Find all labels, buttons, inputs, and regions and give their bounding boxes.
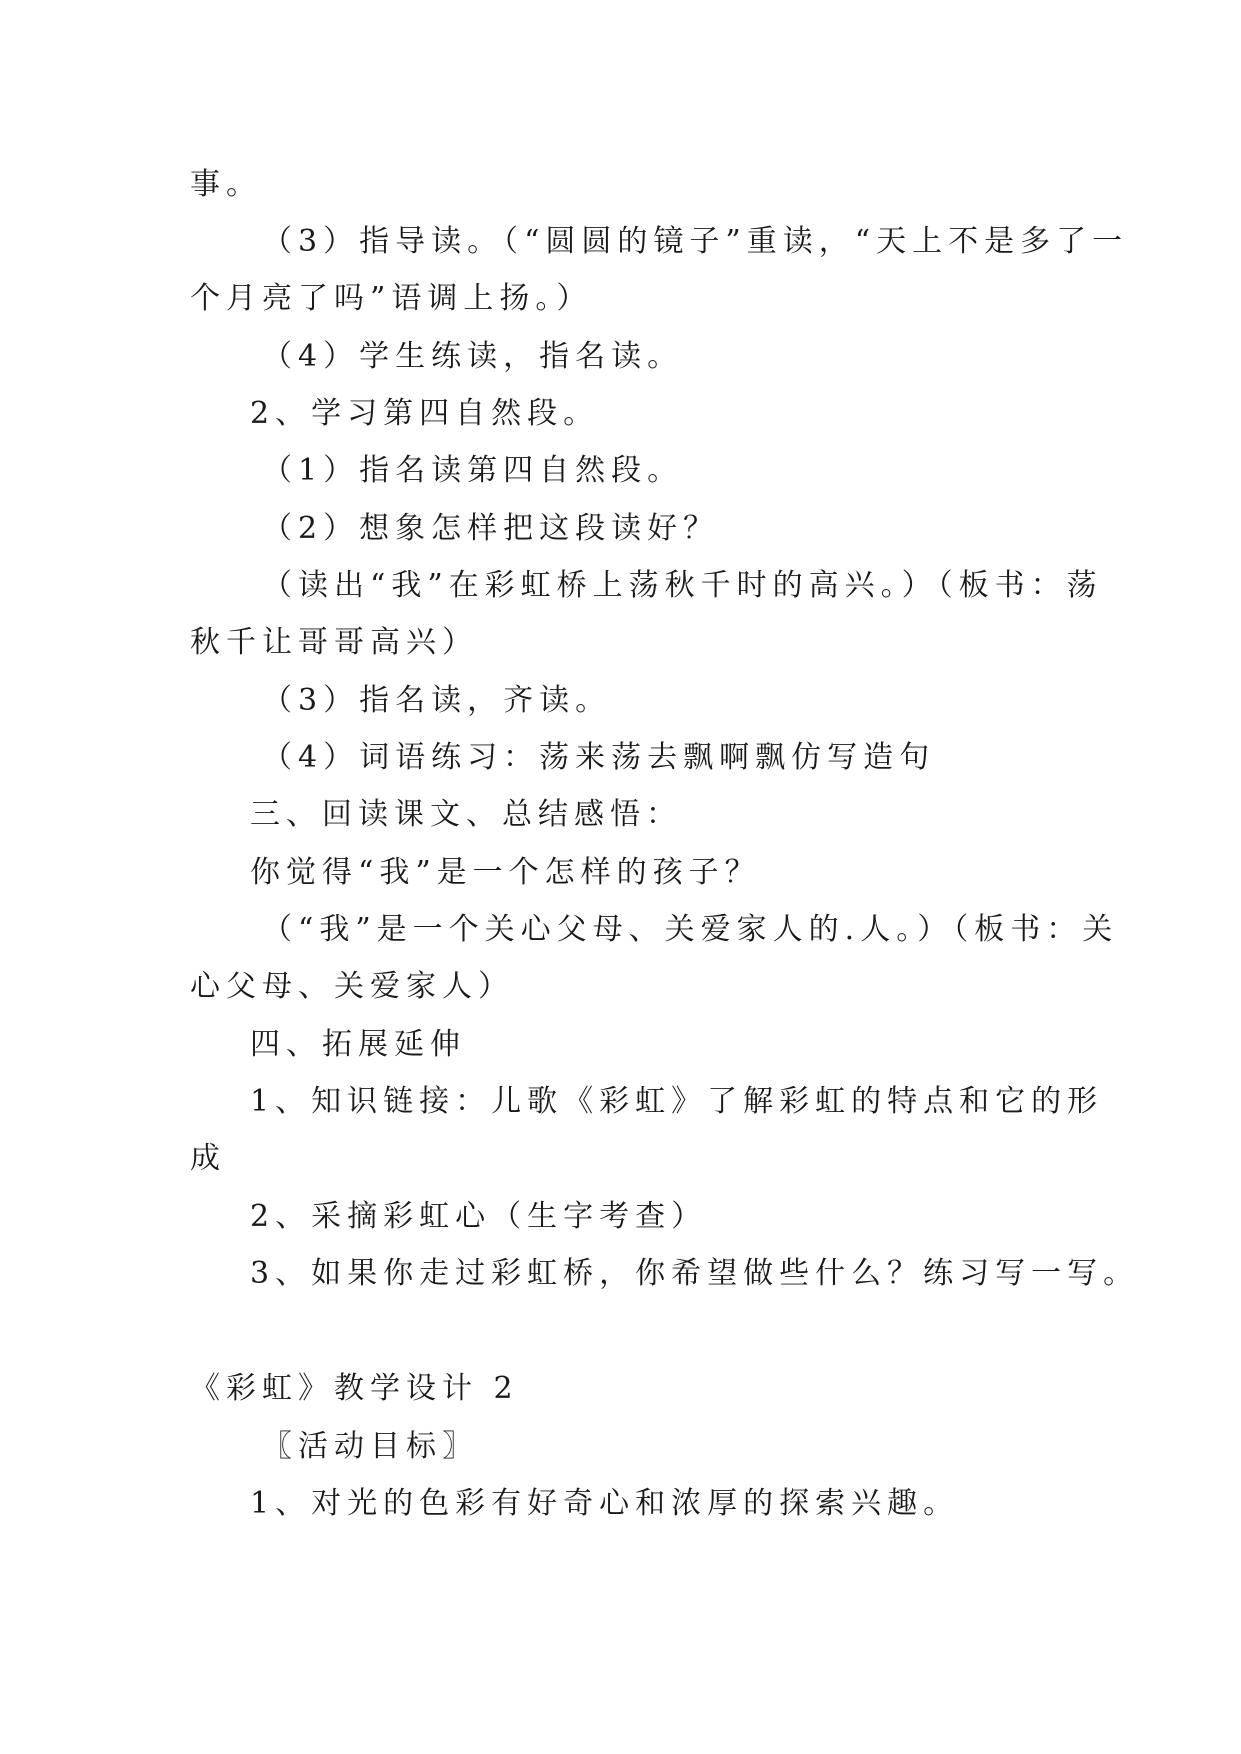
text-line: 三、回读课文、总结感悟： (250, 797, 682, 832)
text-line: 事。 (190, 167, 262, 202)
text-line: （读出“我”在彩虹桥上荡秋千时的高兴。）（板书：荡 (262, 568, 1103, 603)
text-line: 3、如果你走过彩虹桥，你希望做些什么？练习写一写。 (250, 1256, 1140, 1291)
text-line: 1、对光的色彩有好奇心和浓厚的探索兴趣。 (250, 1486, 960, 1521)
text-line: （1）指名读第四自然段。 (262, 453, 684, 488)
text-line: （3）指名读，齐读。 (262, 683, 612, 718)
section-heading: 〖活动目标〗 (262, 1429, 478, 1464)
text-line: 个月亮了吗”语调上扬。） (190, 281, 593, 316)
text-line: 2、学习第四自然段。 (250, 396, 600, 431)
text-line: （“我”是一个关心父母、关爱家人的.人。）（板书：关 (262, 912, 1119, 947)
section-title: 《彩虹》教学设计 2 (190, 1371, 519, 1406)
text-line: 你觉得“我”是一个怎样的孩子？ (250, 855, 761, 890)
text-line: 四、拓展延伸 (250, 1027, 466, 1062)
text-line: 心父母、关爱家人） (190, 969, 514, 1004)
text-line: （3）指导读。（“圆圆的镜子”重读，“天上不是多了一 (262, 224, 1129, 259)
text-line: （2）想象怎样把这段读好？ (262, 511, 720, 546)
text-line: 2、采摘彩虹心（生字考查） (250, 1199, 708, 1234)
text-line: 秋千让哥哥高兴） (190, 625, 478, 660)
text-line: 1、知识链接：儿歌《彩虹》了解彩虹的特点和它的形 (250, 1084, 1104, 1119)
text-line: （4）词语练习：荡来荡去飘啊飘仿写造句 (262, 740, 936, 775)
text-line: 成 (190, 1141, 226, 1176)
text-line: （4）学生练读，指名读。 (262, 339, 684, 374)
